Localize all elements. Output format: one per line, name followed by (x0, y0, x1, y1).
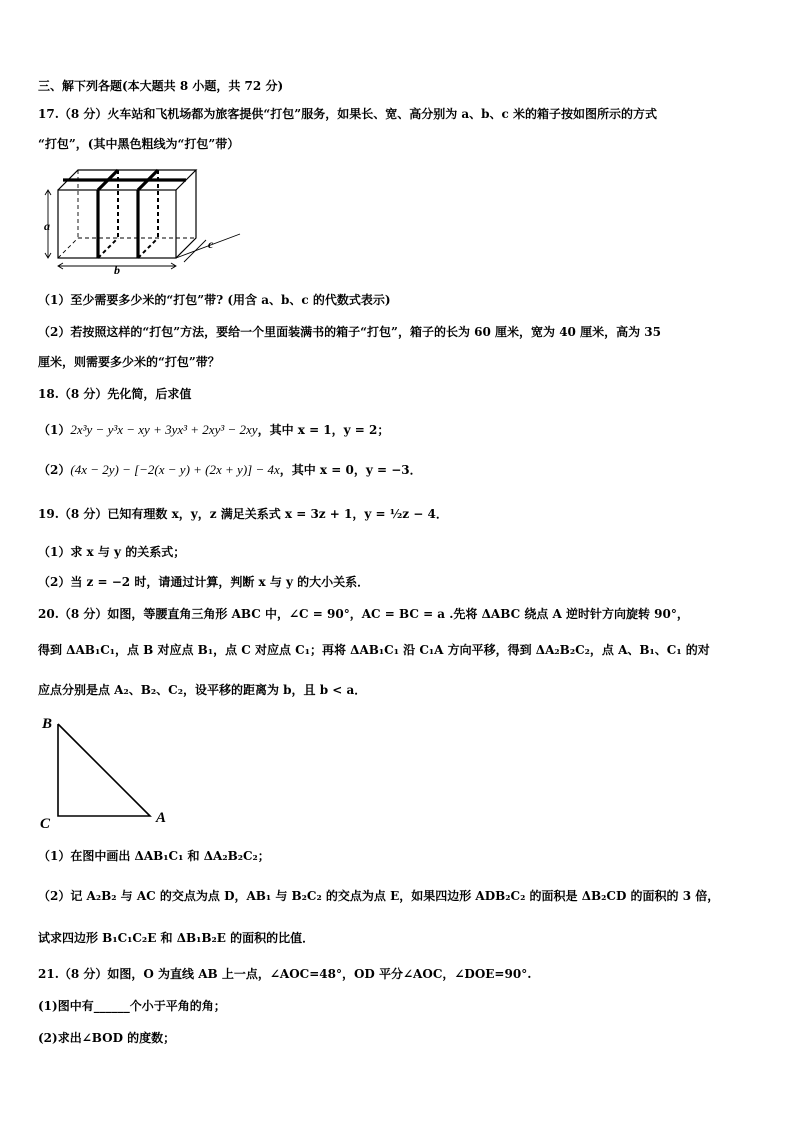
q20-part2-line1: （2）记 A₂B₂ 与 AC 的交点为点 D，AB₁ 与 B₂C₂ 的交点为点 E，如果四边形 ADB₂C₂ 的面积是 ΔB₂CD 的面积的 3 倍， (38, 889, 720, 903)
label-C: C (40, 816, 51, 832)
q21-title: 21.（8 分）如图，O 为直线 AB 上一点，∠AOC=48°，OD 平分∠AOC，∠DOE=90°. (38, 967, 532, 981)
q19-part2: （2）当 z = −2 时，请通过计算，判断 x 与 y 的大小关系． (38, 575, 370, 589)
q18-part2-prefix: （2） (38, 463, 71, 477)
q18-part1-suffix: ，其中 x = 1，y = 2； (257, 423, 390, 437)
q20-stem-line3: 应点分别是点 A₂、B₂、C₂，设平移的距离为 b，且 b < a． (38, 683, 367, 697)
label-b: b (114, 263, 120, 276)
q17-part1: （1）至少需要多少米的“打包”带? (用含 a、b、c 的代数式表示) (38, 293, 391, 307)
q21-part1: (1)图中有______个小于平角的角； (38, 999, 226, 1013)
q17-part2-line2: 厘米，则需要多少米的“打包”带？ (38, 355, 220, 369)
label-A: A (156, 810, 167, 826)
q17-stem-line2: “打包”，(其中黑色粗线为“打包”带） (38, 137, 240, 151)
label-a: a (44, 219, 50, 233)
q18-title: 18.（8 分）先化简，后求值 (38, 387, 192, 401)
q18-part2 (38, 462, 422, 478)
triangle-abc-figure (38, 712, 178, 832)
label-B: B (42, 716, 53, 732)
q18-part1 (38, 422, 389, 438)
q18-part1-prefix: （1） (38, 423, 71, 437)
q20-part2-line2: 试求四边形 B₁C₁C₂E 和 ΔB₁B₂E 的面积的比值． (38, 931, 315, 945)
q18-part2-expr: (4x − 2y) − [−2(x − y) + (2x + y)] − 4x (70, 462, 280, 477)
q21-part2: (2)求出∠BOD 的度数； (38, 1031, 176, 1045)
q20-part1: （1）在图中画出 ΔAB₁C₁ 和 ΔA₂B₂C₂； (38, 849, 270, 863)
label-c: c (208, 237, 214, 251)
section-header: 三、解下列各题(本大题共 8 小题，共 72 分) (38, 79, 284, 93)
q20-stem-line2: 得到 ΔAB₁C₁，点 B 对应点 B₁，点 C 对应点 C₁；再将 ΔAB₁C₁ 沿 C₁A 方向平移，得到 ΔA₂B₂C₂，点 A、B₁、C₁ 的对 (38, 643, 710, 657)
q20-stem-line1: 20.（8 分）如图，等腰直角三角形 ABC 中，∠C = 90°，AC = BC = a .先将 ΔABC 绕点 A 逆时针方向旋转 90°， (38, 607, 689, 621)
q17-part2-line1: （2）若按照这样的“打包”方法，要给一个里面装满书的箱子“打包”，箱子的长为 60 厘米，宽为 40 厘米，高为 35 (38, 325, 661, 339)
q17-stem-line1: 17.（8 分）火车站和飞机场都为旅客提供“打包”服务，如果长、宽、高分别为 a、b、c 米的箱子按如图所示的方式 (38, 107, 658, 121)
q18-part2-suffix: ，其中 x = 0，y = −3． (279, 463, 422, 477)
q19-part1: （1）求 x 与 y 的关系式； (38, 545, 186, 559)
q19-title: 19.（8 分）已知有理数 x，y，z 满足关系式 x = 3z + 1，y = ½z − 4． (38, 507, 448, 521)
q18-part1-expr: 2x³y − y³x − xy + 3yx³ + 2xy³ − 2xy (70, 422, 258, 437)
box-packing-figure (40, 160, 250, 276)
